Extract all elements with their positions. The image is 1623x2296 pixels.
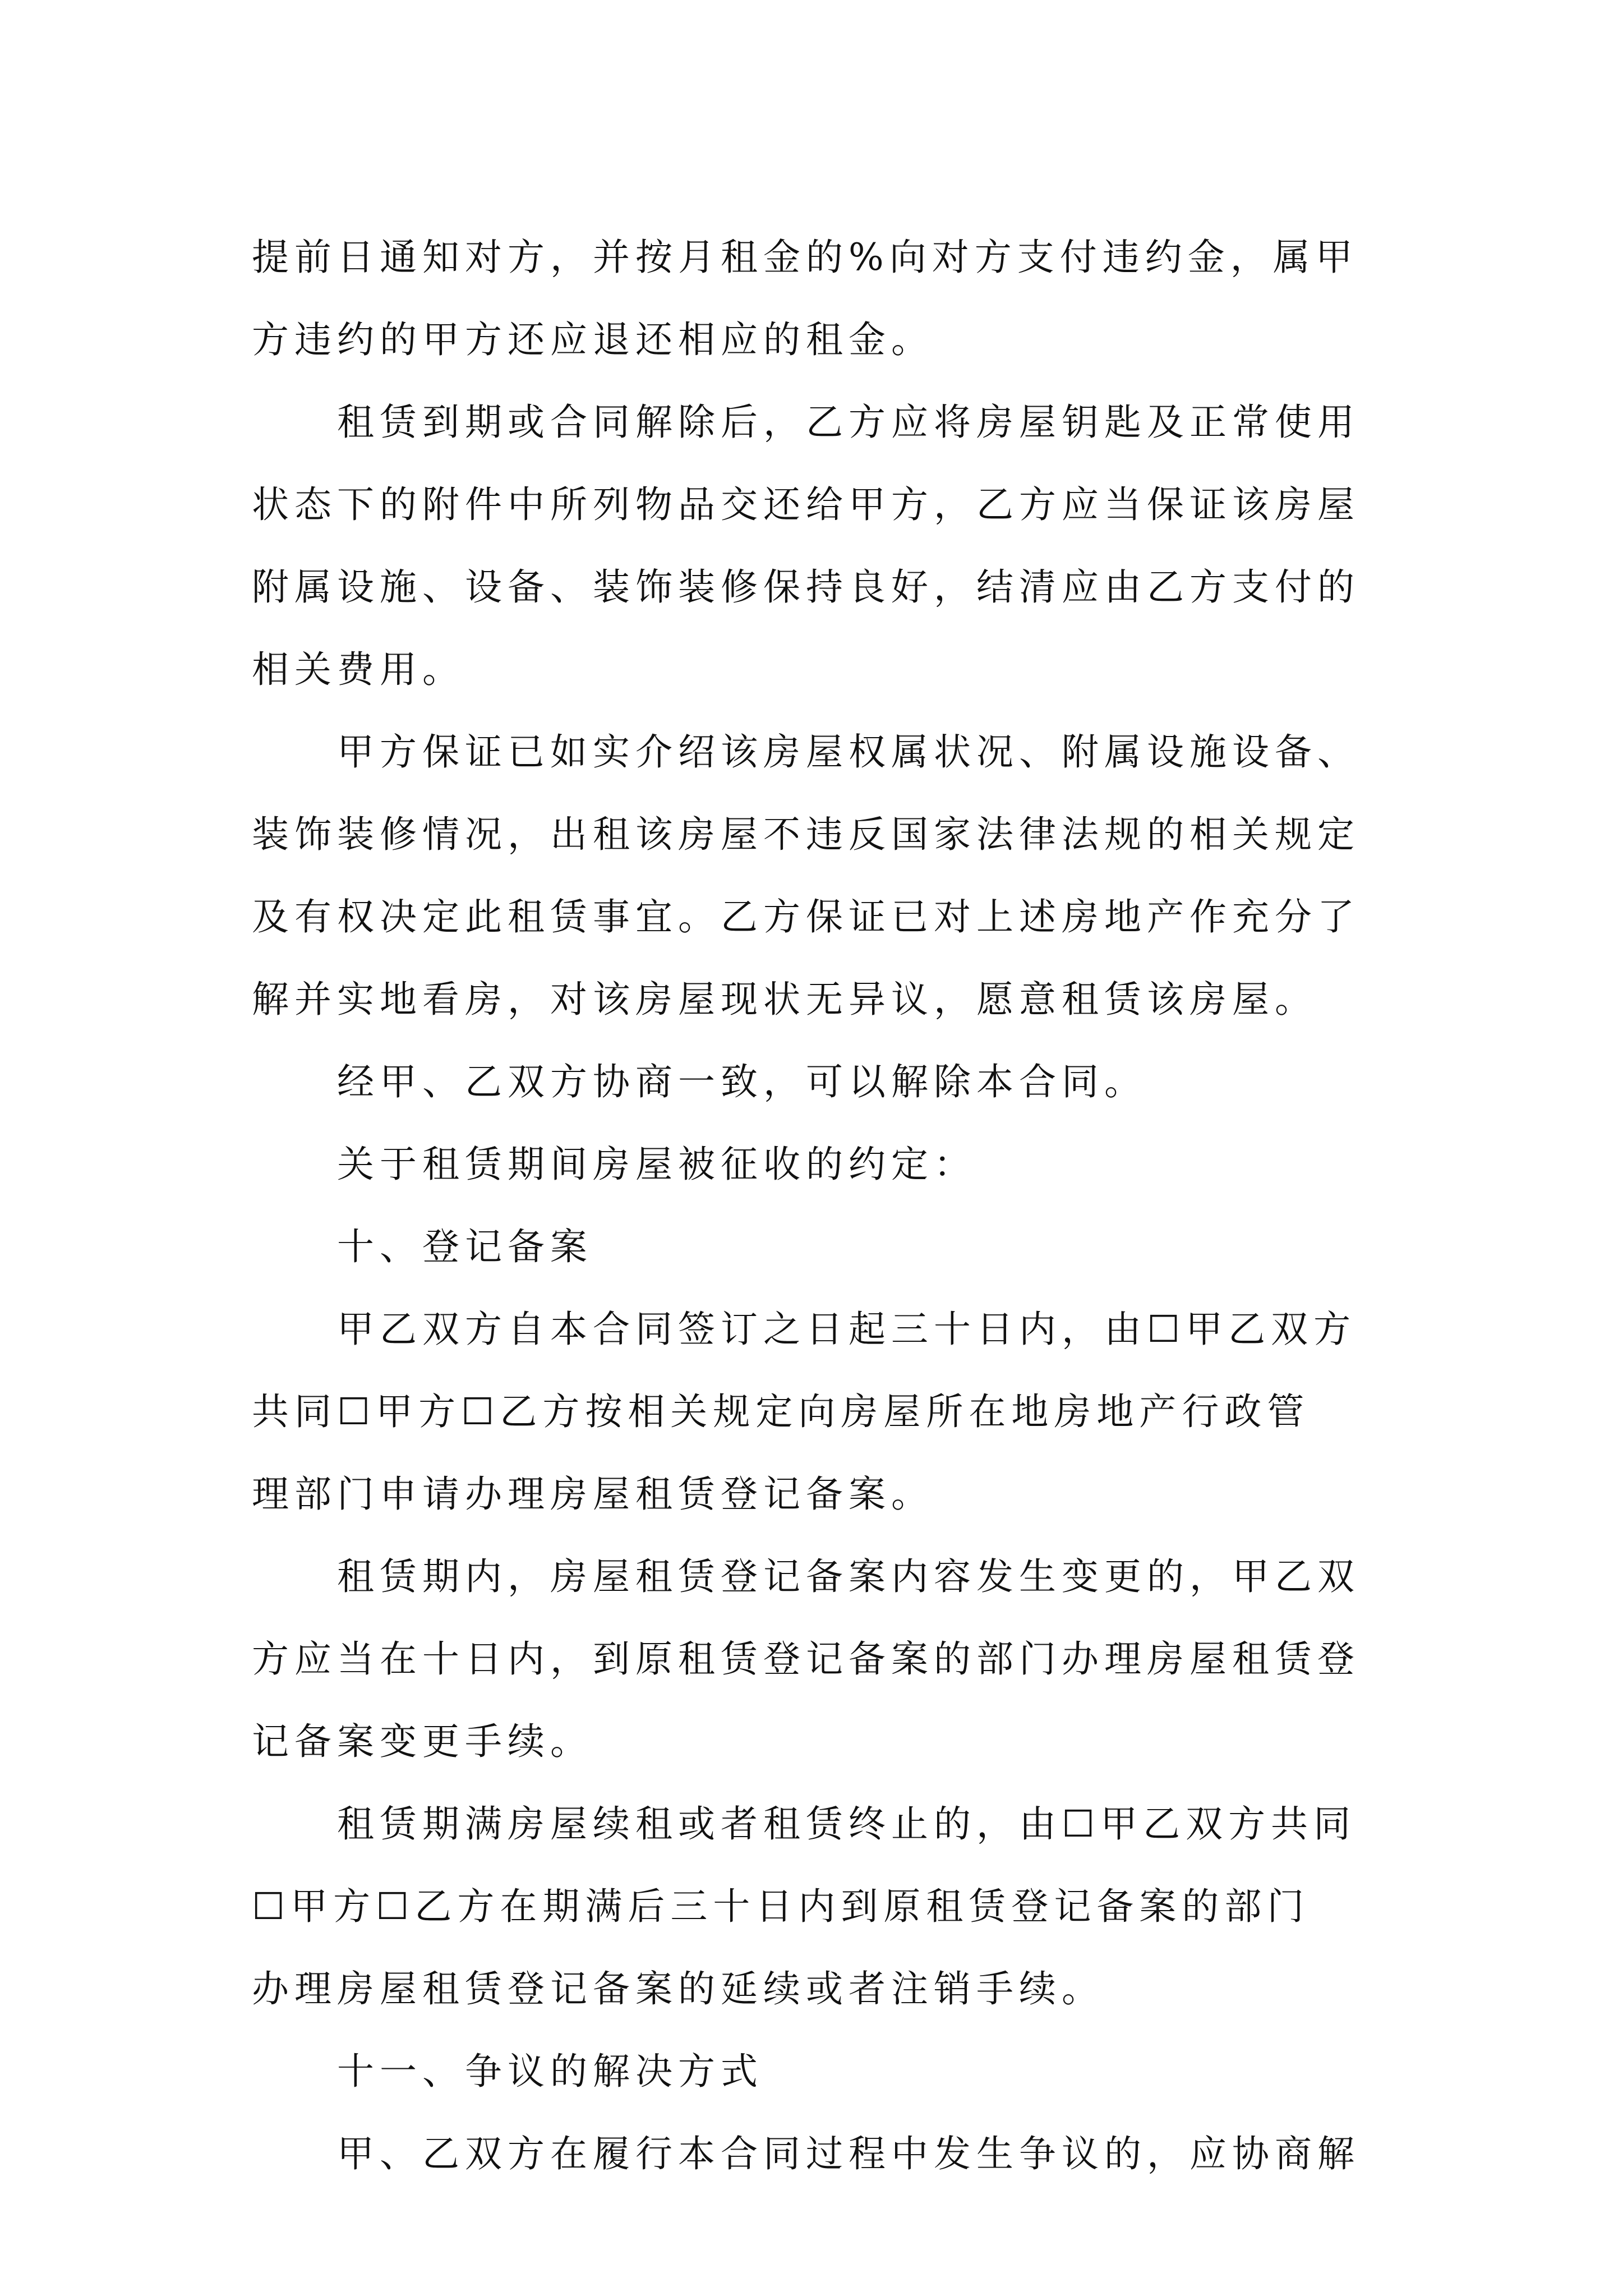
- section-heading: 十一、争议的解决方式: [337, 2050, 763, 2093]
- paragraph-registration-change: [252, 1535, 1407, 1783]
- text-line: ☐甲方☐乙方在期满后三十日内到原租赁登记备案的部门: [252, 1885, 1310, 1928]
- paragraph-breach-penalty: [252, 216, 1407, 381]
- text-line: 甲乙双方自本合同签订之日起三十日内，由☐甲乙双方: [337, 1308, 1357, 1351]
- text-line: 附属设施、设备、装饰装修保持良好，结清应由乙方支付的: [252, 565, 1360, 609]
- paragraph-return-of-property: [252, 381, 1407, 711]
- section-heading-dispute: [252, 2030, 1407, 2113]
- text-line: 办理房屋租赁登记备案的延续或者注销手续。: [252, 1967, 1104, 2010]
- paragraph-registration-filing: [252, 1288, 1407, 1535]
- text-line: 方违约的甲方还应退还相应的租金。: [252, 318, 934, 361]
- paragraph-expropriation: [252, 1123, 1407, 1205]
- text-line: 租赁期满房屋续租或者租赁终止的，由☐甲乙双方共同: [337, 1802, 1357, 1846]
- text-line: 及有权决定此租赁事宜。乙方保证已对上述房地产作充分了: [252, 895, 1360, 938]
- text-line: 理部门申请办理房屋租赁登记备案。: [252, 1473, 934, 1516]
- paragraph-landlord-guarantee: [252, 711, 1407, 1041]
- text-line: 方应当在十日内，到原租赁登记备案的部门办理房屋租赁登: [252, 1637, 1360, 1681]
- text-line: 经甲、乙双方协商一致，可以解除本合同。: [337, 1060, 1147, 1103]
- section-heading: 十、登记备案: [337, 1225, 593, 1268]
- text-line: 相关费用。: [252, 648, 465, 691]
- text-line: 关于租赁期间房屋被征收的约定：: [337, 1143, 976, 1186]
- text-line: 甲、乙双方在履行本合同过程中发生争议的，应协商解: [337, 2132, 1360, 2175]
- text-line: 解并实地看房，对该房屋现状无异议，愿意租赁该房屋。: [252, 978, 1317, 1021]
- text-line: 甲方保证已如实介绍该房屋权属状况、附属设施设备、: [337, 730, 1360, 774]
- text-line: 租赁期内，房屋租赁登记备案内容发生变更的，甲乙双: [337, 1555, 1360, 1598]
- paragraph-dispute-resolution: [252, 2113, 1407, 2195]
- text-line: 租赁到期或合同解除后，乙方应将房屋钥匙及正常使用: [337, 401, 1360, 444]
- text-line: 共同☐甲方☐乙方按相关规定向房屋所在地房地产行政管: [252, 1390, 1310, 1433]
- section-heading-registration: [252, 1205, 1407, 1288]
- paragraph-mutual-termination: [252, 1041, 1407, 1123]
- paragraph-registration-renewal: [252, 1783, 1407, 2030]
- text-line: 提前日通知对方，并按月租金的%向对方支付违约金，属甲: [252, 236, 1358, 279]
- text-line: 记备案变更手续。: [252, 1720, 593, 1763]
- text-line: 状态下的附件中所列物品交还给甲方，乙方应当保证该房屋: [252, 483, 1360, 526]
- contract-body: [252, 216, 1407, 2195]
- text-line: 装饰装修情况，出租该房屋不违反国家法律法规的相关规定: [252, 813, 1360, 856]
